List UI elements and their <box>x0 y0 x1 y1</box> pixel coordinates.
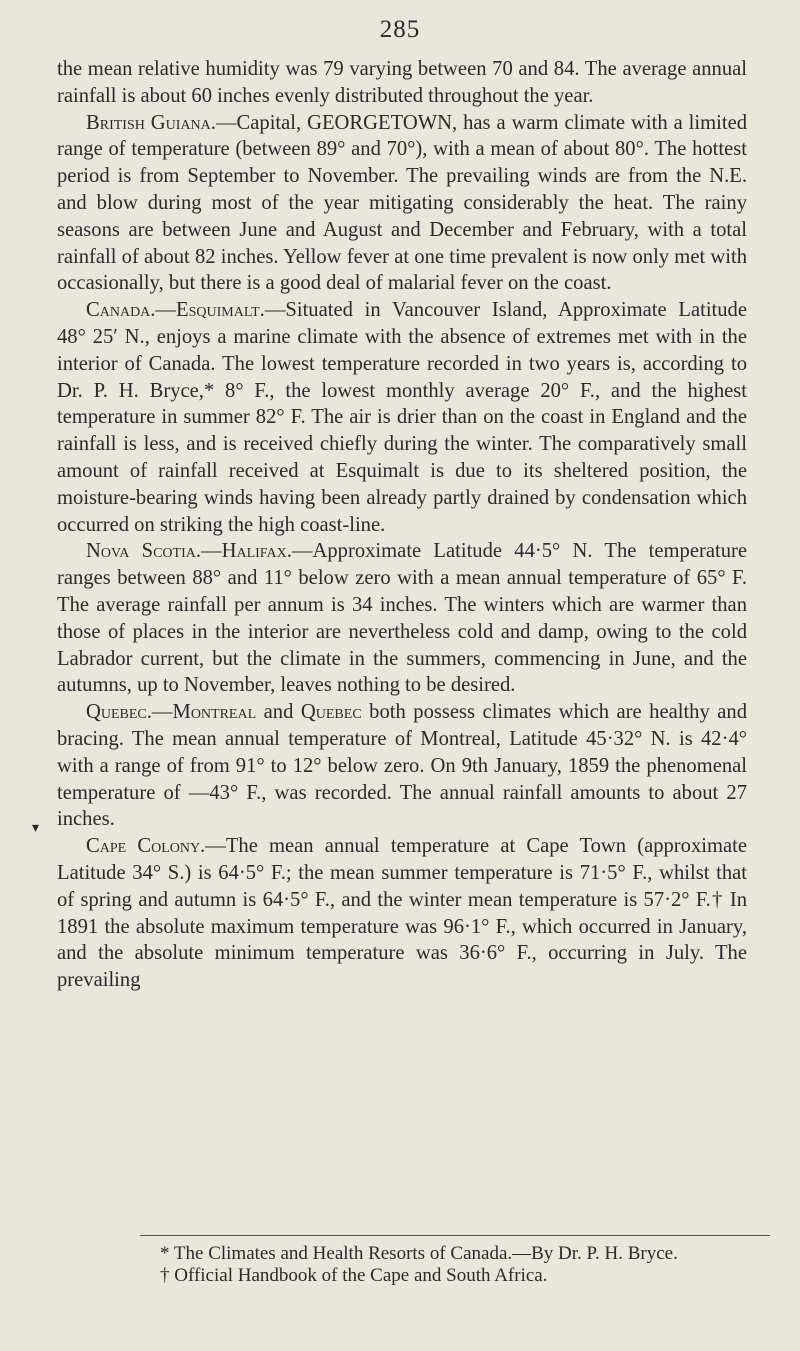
paragraph-nova-scotia <box>57 538 747 699</box>
footnote-bryce: * The Climates and Health Resorts of Canada.—By Dr. P. H. Bryce. <box>160 1243 678 1264</box>
section-text-quebec: both possess climates which are healthy and bracing. The mean annual temperature of Montreal, Latitude 45·32° N. is 42·4° with a range of from 91° to 12° below zero. On 9th January, 1859 the phenomenal temperature of —43° F., was recorded. The annual rainfall amounts to about 27 inches. <box>57 701 748 831</box>
margin-mark: ▾ <box>32 821 40 836</box>
section-heading-quebec: Quebec <box>300 701 362 724</box>
paragraph-cape-colony <box>57 833 747 994</box>
paragraph-quebec <box>57 699 747 833</box>
section-heading-cape-colony: Cape Colony. <box>86 835 206 858</box>
footnote-cape-handbook: † Official Handbook of the Cape and South Africa. <box>160 1265 548 1286</box>
paragraph-british-guiana <box>57 110 747 298</box>
section-text-nova-scotia: —Approximate Latitude 44·5° N. The temperature ranges between 88° and 11° below zero with a mean annual temperature of 65° F. The average rainfall per annum is 34 inches. The winters which are warmer than those of places in the interior are nevertheless cold and damp, owing to the cold Labrador current, but the climate in the summers, commencing in June, and the autumns, up to November, leaves nothing to be desired. <box>57 540 747 697</box>
section-heading-british-guiana: British Guiana. <box>86 111 216 134</box>
page-number: 285 <box>379 16 421 43</box>
footnote-divider <box>140 1235 770 1236</box>
section-heading-quebec-montreal: Quebec.—Montreal <box>86 701 257 724</box>
footnotes <box>120 1243 800 1287</box>
section-text-british-guiana: —Capital, GEORGETOWN, has a warm climate with a limited range of temperature (between 89° and 70°), with a mean of about 80°. The hottest period is from September to November. The prevailing winds are from the N.E. and blow during most of the year mitigating considerably the heat. The rainy seasons are between June and August and December and February, with a total rainfall of about 82 inches. Yellow fever at one time prevalent is now only met with occasionally, but there is a good deal of malarial fever on the coast. <box>57 111 748 295</box>
section-heading-nova-scotia: Nova Scotia.—Halifax. <box>86 540 292 563</box>
section-heading-canada: Canada.—Esquimalt. <box>86 299 265 322</box>
section-connector-quebec: and <box>256 701 301 724</box>
section-text-cape-colony: —The mean annual temperature at Cape Town (approximate Latitude 34° S.) is 64·5° F.; the mean summer temperature is 71·5° F., whilst that of spring and autumn is 64·5° F., and the winter mean temperature is 57·2° F.† In 1891 the absolute maximum temperature was 96·1° F., which occurred in January, and the absolute minimum temperature was 36·6° F., occurring in July. The prevailing <box>57 835 747 992</box>
body-text <box>57 56 747 994</box>
section-text-canada: —Situated in Vancouver Island, Approximate Latitude 48° 25′ N., enjoys a marine climate with the absence of extremes met with in the interior of Canada. The lowest temperature recorded in two years is, according to Dr. P. H. Bryce,* 8° F., the lowest monthly average 20° F., and the highest temperature in summer 82° F. The air is drier than on the coast in England and the rainfall is less, and is received chiefly during the winter. The comparatively small amount of rainfall received at Esquimalt is due to its sheltered position, the moisture-bearing winds having been already partly drained by condensation which occurred on striking the high coast-line. <box>57 299 747 536</box>
paragraph-humidity: the mean relative humidity was 79 varying between 70 and 84. The average annual rainfall is about 60 inches evenly distributed throughout the year. <box>57 58 747 107</box>
paragraph-canada-esquimalt <box>57 297 747 538</box>
